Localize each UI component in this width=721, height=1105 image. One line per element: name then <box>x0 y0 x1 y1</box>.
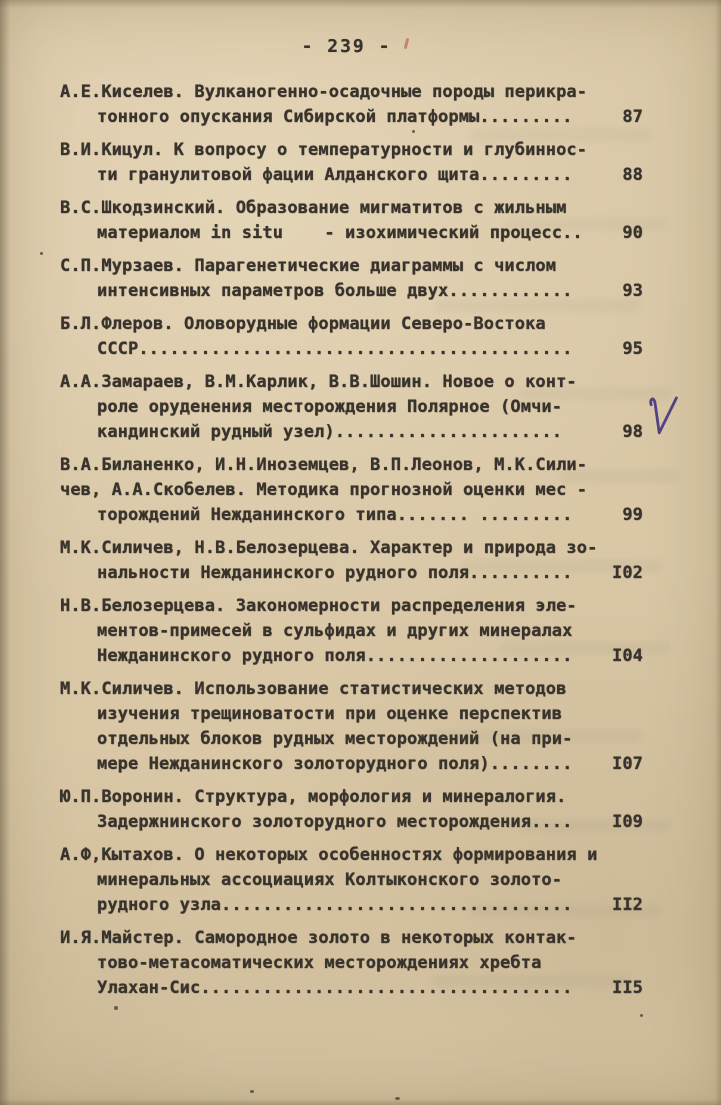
toc-entry <box>60 196 721 246</box>
toc-line-text: Б.Л.Флеров. Оловорудные формации Северо-Востока <box>60 314 546 334</box>
toc-line <box>60 752 721 777</box>
ink-speck <box>640 1014 643 1017</box>
toc-line-text: Н.В.Белозерцева. Закономерности распределения эле- <box>60 596 577 616</box>
toc-line <box>60 370 721 395</box>
toc-line <box>60 503 721 528</box>
toc-entries <box>60 80 721 1009</box>
toc-line <box>60 594 721 619</box>
toc-line-text: кандинский рудный узел)...................... <box>97 422 563 442</box>
toc-entry <box>60 536 721 586</box>
toc-line <box>60 561 721 586</box>
ink-speck <box>395 1097 400 1100</box>
toc-line-text: ти гранулитовой фации Алданского щита......... <box>97 165 573 185</box>
page-number: 90 <box>622 223 643 243</box>
toc-line-text: рудного узла.................................. <box>97 895 573 915</box>
toc-line-text: нальности Нежданинского рудного поля.......... <box>97 563 573 583</box>
toc-line-text: торождений Нежданинского типа....... ......... <box>97 505 573 525</box>
toc-line <box>60 279 721 304</box>
paper-edge-left <box>0 0 10 1105</box>
toc-line-text: М.К.Силичев, Н.В.Белозерцева. Характер и природа зо- <box>60 538 598 558</box>
page-number-header: - 239 - <box>301 36 392 57</box>
toc-line-text: минеральных ассоциациях Колтыконского золото- <box>97 870 563 890</box>
page-number: 95 <box>622 339 643 359</box>
page-number: 98 <box>622 422 643 442</box>
toc-line <box>60 951 721 976</box>
toc-line <box>60 395 721 420</box>
toc-line-text: чев, А.А.Скобелев. Методика прогнозной оценки мес - <box>60 480 588 500</box>
toc-line-text: материалом in situ - изохимический процесс.. <box>97 223 583 243</box>
toc-line <box>60 163 721 188</box>
toc-line <box>60 221 721 246</box>
toc-line <box>60 196 721 221</box>
toc-line-text: тонного опускания Сибирской платформы......... <box>97 107 573 127</box>
toc-line-text: Улахан-Сис.................................... <box>97 978 573 998</box>
toc-line <box>60 677 721 702</box>
toc-line <box>60 478 721 503</box>
toc-line-text: В.А.Биланенко, И.Н.Иноземцев, В.П.Леонов, М.К.Сили- <box>60 455 588 475</box>
page-number: 87 <box>622 107 643 127</box>
toc-entry <box>60 312 721 362</box>
toc-line-text: Задержнинского золоторудного месторождения.... <box>97 812 573 832</box>
toc-line <box>60 644 721 669</box>
toc-line <box>60 312 721 337</box>
toc-line-text: А.Е.Киселев. Вулканогенно-осадочные породы перикра- <box>60 82 588 102</box>
toc-entry <box>60 594 721 669</box>
page-number: II5 <box>611 978 643 998</box>
toc-line-text: С.П.Мурзаев. Парагенетические диаграммы с числом <box>60 256 557 276</box>
toc-entry <box>60 370 721 445</box>
toc-line-text: В.С.Шкодзинский. Образование мигматитов с жильным <box>60 198 567 218</box>
toc-line <box>60 702 721 727</box>
toc-line <box>60 420 721 445</box>
toc-line-text: интенсивных параметров больше двух............ <box>97 281 573 301</box>
page-number: 88 <box>622 165 643 185</box>
toc-line-text: ментов-примесей в сульфидах и других минералах <box>97 621 573 641</box>
page-number: I07 <box>611 754 643 774</box>
toc-line <box>60 619 721 644</box>
page-number: 93 <box>622 281 643 301</box>
toc-line <box>60 926 721 951</box>
toc-line <box>60 785 721 810</box>
toc-line <box>60 893 721 918</box>
toc-line-text: изучения трещиноватости при оценке перспектив <box>97 704 563 724</box>
toc-line <box>60 976 721 1001</box>
paper-edge-bottom <box>0 1099 721 1105</box>
toc-entry <box>60 453 721 528</box>
page-number: I02 <box>611 563 643 583</box>
toc-line-text: мере Нежданинского золоторудного поля)........ <box>97 754 573 774</box>
toc-line <box>60 536 721 561</box>
checkmark-annotation <box>647 393 677 439</box>
toc-line-text: отдельных блоков рудных месторождений (на при- <box>97 729 573 749</box>
toc-entry <box>60 80 721 130</box>
toc-line-text: М.К.Силичев. Использование статистических методов <box>60 679 567 699</box>
toc-line-text: Нежданинского рудного поля.................... <box>97 646 573 666</box>
toc-line <box>60 810 721 835</box>
toc-line <box>60 868 721 893</box>
toc-line <box>60 843 721 868</box>
toc-line-text: И.Я.Майстер. Самородное золото в некоторых контак- <box>60 928 577 948</box>
toc-entry <box>60 843 721 918</box>
toc-line <box>60 727 721 752</box>
toc-line <box>60 337 721 362</box>
paper-edge-top <box>0 0 721 8</box>
toc-line <box>60 105 721 130</box>
page-number: 99 <box>622 505 643 525</box>
toc-line <box>60 453 721 478</box>
toc-line-text: А.А.Замараев, В.М.Карлик, В.В.Шошин. Новое о конт- <box>60 372 577 392</box>
toc-line-text: А.Ф,Кытахов. О некоторых особенностях формирования и <box>60 845 598 865</box>
toc-entry <box>60 677 721 777</box>
ink-speck <box>40 252 43 255</box>
toc-line-text: В.И.Кицул. К вопросу о температурности и глубиннос- <box>60 140 588 160</box>
ink-speck <box>250 1090 254 1093</box>
toc-entry <box>60 138 721 188</box>
toc-entry <box>60 254 721 304</box>
toc-line-text: СССР.......................................... <box>97 339 573 359</box>
toc-line <box>60 138 721 163</box>
toc-line <box>60 80 721 105</box>
toc-line <box>60 254 721 279</box>
page-number: I09 <box>611 812 643 832</box>
page-number: I04 <box>611 646 643 666</box>
toc-line-text: тово-метасоматических месторождениях хребта <box>97 953 542 973</box>
page-number: II2 <box>611 895 643 915</box>
toc-line-text: Ю.П.Воронин. Структура, морфология и минералогия. <box>60 787 567 807</box>
toc-line-text: роле оруденения месторождения Полярное (Омчи- <box>97 397 563 417</box>
toc-entry <box>60 785 721 835</box>
toc-entry <box>60 926 721 1001</box>
